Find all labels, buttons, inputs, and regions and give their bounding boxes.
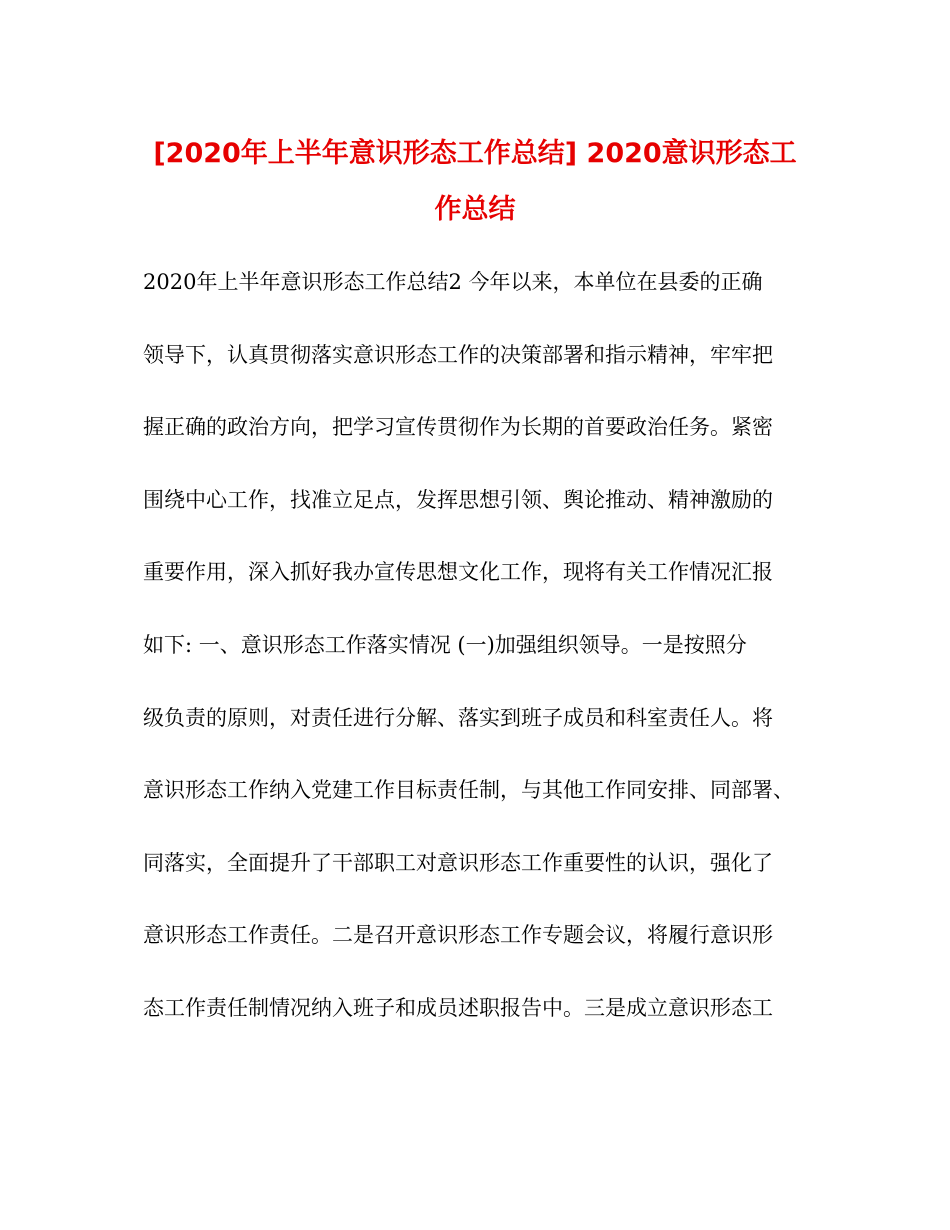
body-line: 级负责的原则，对责任进行分解、落实到班子成员和科室责任人。将 bbox=[143, 705, 773, 730]
body-line: 态工作责任制情况纳入班子和成员述职报告中。三是成立意识形态工 bbox=[143, 995, 773, 1020]
body-line: 领导下，认真贯彻落实意识形态工作的决策部署和指示精神，牢牢把 bbox=[143, 342, 773, 367]
title-line-2: 作总结 bbox=[434, 194, 516, 225]
body-line: 2020年上半年意识形态工作总结2 今年以来，本单位在县委的正确 bbox=[143, 270, 763, 294]
document-title bbox=[120, 126, 830, 238]
body-line: 握正确的政治方向，把学习宣传贯彻作为长期的首要政治任务。紧密 bbox=[143, 415, 773, 440]
body-line: 同落实，全面提升了干部职工对意识形态工作重要性的认识，强化了 bbox=[143, 850, 773, 875]
body-line: 意识形态工作纳入党建工作目标责任制，与其他工作同安排、同部署、 bbox=[143, 778, 794, 803]
title-line-1: [2020年上半年意识形态工作总结] 2020意识形态工 bbox=[153, 138, 797, 169]
body-line: 意识形态工作责任。二是召开意识形态工作专题会议，将履行意识形 bbox=[143, 923, 773, 948]
document-body bbox=[143, 256, 843, 1055]
body-line: 如下: 一、意识形态工作落实情况 (一)加强组织领导。一是按照分 bbox=[143, 632, 747, 657]
body-line: 围绕中心工作，找准立足点，发挥思想引领、舆论推动、精神激励的 bbox=[143, 487, 773, 512]
body-line: 重要作用，深入抓好我办宣传思想文化工作，现将有关工作情况汇报 bbox=[143, 560, 773, 585]
